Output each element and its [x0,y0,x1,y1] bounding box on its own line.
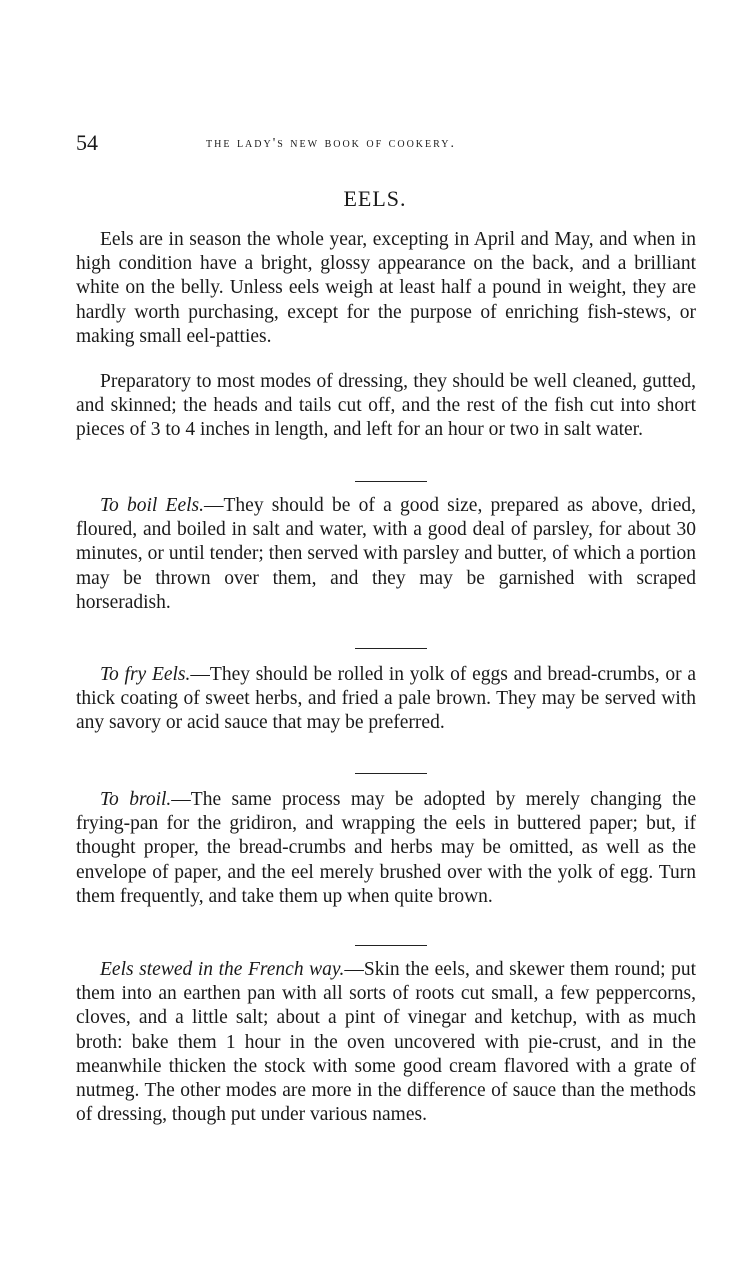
paragraph-fry-eels [76,663,696,736]
paragraph-eels-season [76,228,696,349]
paragraph-text: Eels are in season the whole year, excepting in April and May, and when in high condition have a bright, glossy appearance on the back, and a brilliant white on the belly. Unless eels weigh at least half a pound in weight, they are hardly worth purchasing, except for the purpose of enriching fish-stews, or making small eel-patties. [76,229,696,347]
running-title: the lady's new book of cookery. [206,136,456,151]
paragraph-lead: To broil. [100,789,172,810]
running-header [76,130,696,154]
paragraph-text: —They should be of a good size, prepared as above, dried, floured, and boiled in salt and water, with a good deal of parsley, for about 30 minutes, or until tender; then served with parsley and butter, of which a portion may be thrown over them, and they may be garnished with scraped horseradish. [76,495,697,613]
section-divider [355,481,427,482]
paragraph-lead: To boil Eels. [100,495,205,516]
paragraph-text: —The same process may be adopted by merely changing the frying-pan for the gridiron, and wrapping the eels in buttered paper; but, if thought proper, the bread-crumbs and herbs may be omitted, as well as the envelope of paper, and the eel merely brushed over with the yolk of egg. Turn them frequently, and take them up when quite brown. [76,789,696,907]
paragraph-text: Preparatory to most modes of dressing, they should be well cleaned, gutted, and skinned; the heads and tails cut off, and the rest of the fish cut into short pieces of 3 to 4 inches in length, and left for an hour or two in salt water. [76,371,696,441]
section-divider [355,773,427,774]
paragraph-broil-eels [76,788,696,909]
paragraph-lead: Eels stewed in the French way. [100,959,345,980]
section-divider [355,945,427,946]
paragraph-stewed-eels [76,958,696,1127]
paragraph-text: —They should be rolled in yolk of eggs and bread-crumbs, or a thick coating of sweet herbs, and fried a pale brown. They may be served with any savory or acid sauce that may be preferred. [76,664,696,734]
paragraph-lead: To fry Eels. [100,664,191,685]
section-title: EELS. [343,186,407,211]
section-divider [355,648,427,649]
paragraph-boil-eels [76,494,696,615]
paragraph-text: —Skin the eels, and skewer them round; put them into an earthen pan with all sorts of roots cut small, a few peppercorns, cloves, and a little salt; about a pint of vinegar and ketchup, with as much broth: bake them 1 hour in the oven uncovered with pie-crust, and in the meanwhile thicken the stock with some good cream flavored with a grate of nutmeg. The other modes are more in the difference of sauce than the methods of dressing, though put under various names. [76,959,696,1126]
paragraph-preparation [76,370,696,443]
page-number: 54 [76,130,98,155]
